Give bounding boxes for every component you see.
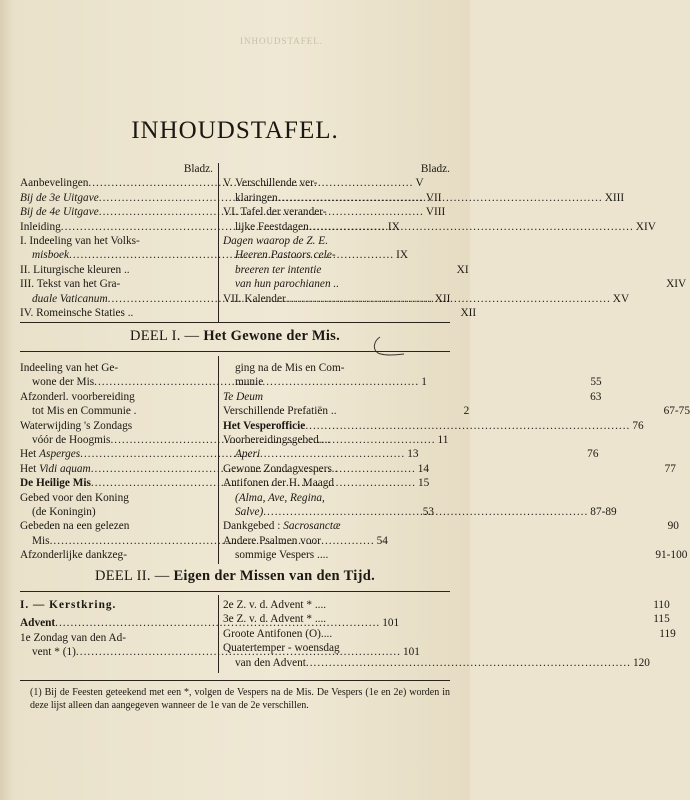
toc-entry[interactable]: Indeeling van het Ge- xyxy=(20,362,119,374)
toc-entry[interactable]: (de Koningin) 53 xyxy=(32,506,435,519)
toc-entry[interactable]: Waterwijding 's Zondags xyxy=(20,419,133,432)
toc-entry[interactable]: VI. Tafel der verander- xyxy=(223,206,327,219)
toc-entry[interactable]: lijke Feestdagen ..... XIV xyxy=(223,220,450,234)
pencil-mark-icon xyxy=(372,335,412,357)
deel1-right-column xyxy=(223,361,690,563)
toc-entry[interactable]: Bij de 3e Uitgave ..... VII xyxy=(20,191,213,205)
toc-entry[interactable]: klaringen ..... XIII xyxy=(223,191,450,205)
footnote-rule xyxy=(20,680,450,681)
toc-entry[interactable]: Advent ..... 101 xyxy=(20,616,213,630)
page-title: INHOUDSTAFEL. xyxy=(131,117,339,144)
toc-entry[interactable]: Groote Antifonen (O).... 119 xyxy=(223,627,676,640)
toc-entry[interactable]: V. Verschillende ver- xyxy=(223,177,318,190)
toc-entry[interactable]: Verschillende Prefatiën .. 67-75 xyxy=(223,405,690,418)
column-divider xyxy=(218,163,219,323)
toc-entry[interactable]: Het Vesperofficie ..... 76 xyxy=(223,419,450,433)
footnote: (1) Bij de Feesten geteekend met een *, volgen de Vespers na de Mis. De Vespers (1e en 2e) worden in deze lijst alleen dan aangegeven wanneer de 1e van de 2e verschillen. xyxy=(30,687,450,711)
toc-entry[interactable]: (Alma, Ave, Regina, xyxy=(235,491,325,504)
toc-entry[interactable]: tot Mis en Communie . 2 xyxy=(32,405,470,418)
toc-entry[interactable]: II. Liturgische kleuren .. XI xyxy=(20,263,469,276)
toc-entry[interactable]: Afzonderlijke dankzeg- xyxy=(20,549,127,562)
toc-entry[interactable]: vent * (1) ..... 101 xyxy=(20,645,213,659)
section-rule xyxy=(20,591,450,592)
toc-right-column xyxy=(223,162,687,306)
toc-entry[interactable]: Dagen waarop de Z. E. xyxy=(223,235,329,248)
toc-entry[interactable]: VII. Kalender ..... XV xyxy=(223,292,450,306)
toc-entry[interactable]: van den Advent ..... 120 xyxy=(223,656,450,670)
toc-entry[interactable]: Aanbevelingen ..... V xyxy=(20,176,213,190)
toc-entry[interactable]: Afzonderl. voorbereiding xyxy=(20,390,135,403)
toc-entry[interactable]: Het Vidi aquam ..... 14 xyxy=(20,462,213,476)
toc-entry[interactable]: 1e Zondag van den Ad- xyxy=(20,631,127,644)
toc-entry[interactable]: Quatertemper - woensdag xyxy=(223,642,340,655)
toc-entry[interactable]: IV. Romeinsche Staties .. XII xyxy=(20,307,477,320)
toc-entry[interactable]: Inleiding ..... IX xyxy=(20,220,213,234)
toc-entry[interactable]: vóór de Hoogmis ..... 11 xyxy=(20,433,213,447)
toc-entry[interactable]: Voorbereidingsgebed.... xyxy=(223,434,331,447)
section-rule xyxy=(20,351,450,352)
toc-entry[interactable]: Gebeden na een gelezen xyxy=(20,520,130,533)
toc-entry[interactable]: Bij de 4e Uitgave ..... VIII xyxy=(20,205,213,219)
toc-entry[interactable]: sommige Vespers .... 91-100 xyxy=(235,549,688,562)
section-rule xyxy=(20,322,450,323)
toc-entry[interactable]: Andere Psalmen voor xyxy=(223,534,321,547)
deel2-right-column xyxy=(223,598,676,670)
toc-entry[interactable]: misboek ..... IX xyxy=(20,248,213,262)
toc-entry[interactable]: Dankgebed : Sacrosanctæ 90 xyxy=(223,520,679,533)
toc-entry[interactable]: wone der Mis ..... 1 xyxy=(20,375,213,389)
section-heading: I. — Kerstkring. xyxy=(20,599,117,611)
toc-entry[interactable]: munie 55 xyxy=(235,376,602,389)
toc-entry[interactable]: van hun parochianen .. XIV xyxy=(235,278,687,291)
toc-entry[interactable]: III. Tekst van het Gra- xyxy=(20,278,121,291)
toc-entry[interactable]: Gewone Zondagvespers . 77 xyxy=(223,462,676,475)
deel2-heading: DEEL II. — Eigen der Missen van den Tijd. xyxy=(94,568,376,584)
toc-entry[interactable]: breeren ter intentie xyxy=(235,263,322,276)
toc-entry[interactable]: Salve) ..... 87-89 xyxy=(223,505,450,519)
toc-entry[interactable]: 2e Z. v. d. Advent * .... 110 xyxy=(223,599,670,611)
column-divider xyxy=(218,356,219,564)
bleed-through-text xyxy=(0,0,470,95)
toc-entry[interactable]: Aperi 76 xyxy=(235,448,599,461)
toc-entry[interactable]: Heeren Pastoors cele- xyxy=(235,249,336,262)
toc-entry[interactable]: Mis ..... 54 xyxy=(20,534,213,548)
deel1-heading: DEEL I. — Het Gewone der Mis. xyxy=(129,328,341,344)
toc-entry[interactable]: duale Vaticanum ..... XII xyxy=(20,292,213,306)
toc-entry[interactable]: ging na de Mis en Com- xyxy=(235,362,345,374)
toc-entry[interactable]: Te Deum 63 xyxy=(223,390,602,403)
toc-entry[interactable]: Antifonen der H. Maagd xyxy=(223,477,335,490)
bladz-label-left: Bladz. xyxy=(183,163,213,175)
toc-entry[interactable]: 3e Z. v. d. Advent * .... 115 xyxy=(223,613,670,626)
column-divider xyxy=(218,595,219,673)
toc-entry[interactable]: I. Indeeling van het Volks- xyxy=(20,235,140,248)
toc-entry[interactable]: De Heilige Mis ..... 15 xyxy=(20,476,213,490)
toc-entry[interactable]: Gebed voor den Koning xyxy=(20,491,129,504)
toc-entry[interactable]: Het Asperges ..... 13 xyxy=(20,447,213,461)
bleed-header: INHOUDSTAFEL. xyxy=(240,36,324,46)
bladz-label-right: Bladz. xyxy=(420,163,450,175)
